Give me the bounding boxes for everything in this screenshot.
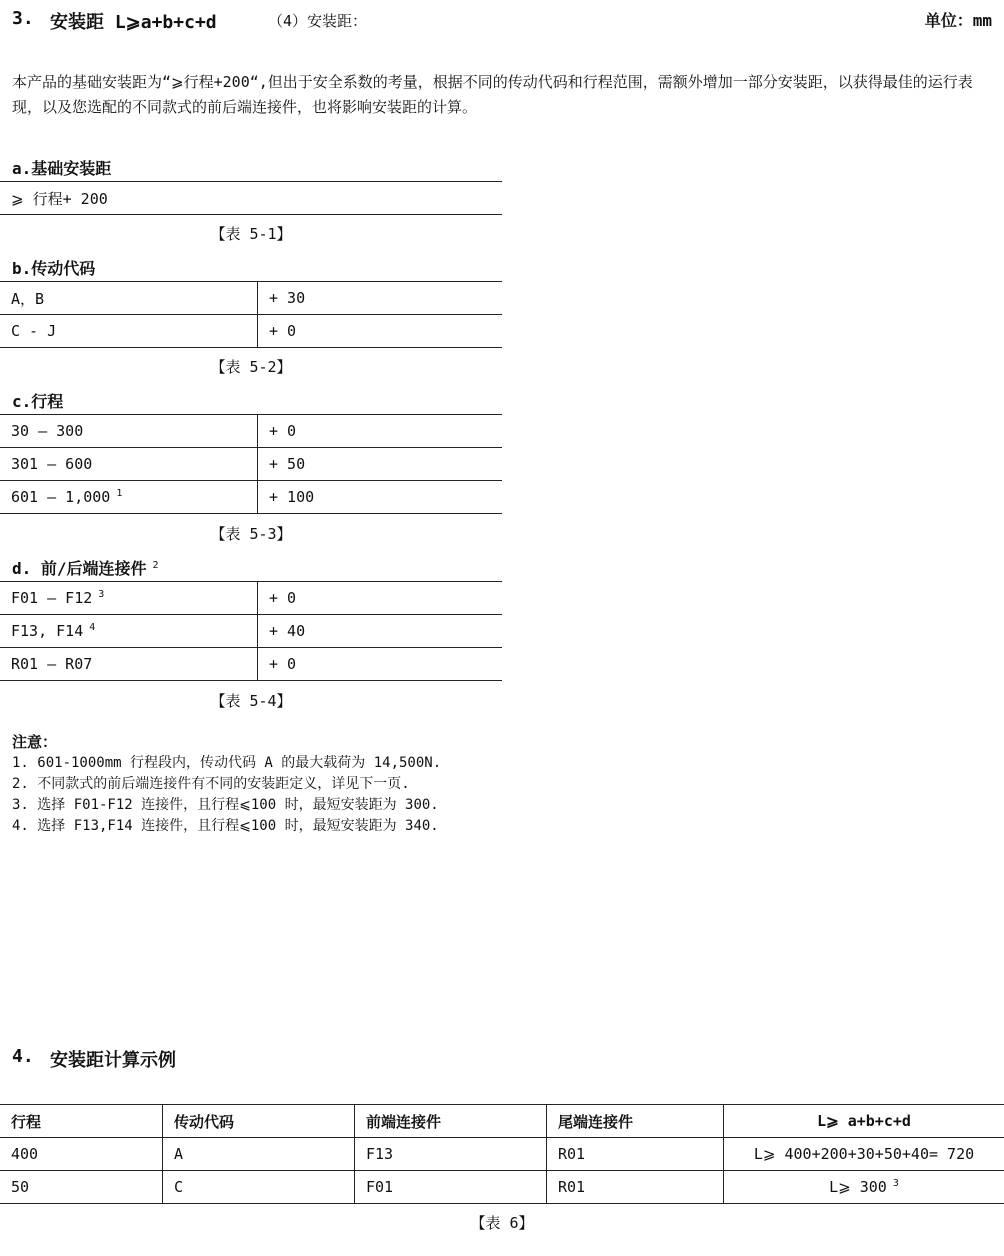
table-cell: R01	[547, 1171, 724, 1204]
cell-text: R01 – R07	[11, 655, 93, 673]
table-cell: F13	[355, 1138, 547, 1171]
cell-text: 301 – 600	[11, 455, 93, 473]
table-row	[0, 182, 502, 215]
table-5-4	[0, 581, 502, 681]
table-5-3	[0, 414, 502, 514]
table-row	[0, 415, 502, 448]
table-cell: + 100	[258, 481, 503, 514]
column-header: 行程	[0, 1105, 163, 1138]
table-cell: + 0	[258, 648, 503, 681]
footnote-marker: 3	[98, 589, 105, 600]
table-cell	[0, 415, 258, 448]
section-subtitle: （4）安装距：	[268, 12, 368, 30]
table-caption-6: 【表 6】	[470, 1214, 534, 1232]
table-cell: + 30	[258, 282, 503, 315]
table-cell	[0, 615, 258, 648]
table-row	[0, 481, 502, 514]
table-cell: ⩾ 行程+ 200	[0, 182, 502, 215]
table-row	[0, 282, 502, 315]
table-cell: R01	[547, 1138, 724, 1171]
table-row	[0, 448, 502, 481]
table-cell: C - J	[0, 315, 258, 348]
table-cell: + 0	[258, 315, 503, 348]
intro-paragraph: 本产品的基础安装距为“⩾行程+200“,但出于安全系数的考量，根据不同的传动代码和行程范围，需额外增加一部分安装距，以获得最佳的运行表现，以及您选配的不同款式的前后端连接件，也将影响安装距的计算。	[12, 73, 973, 116]
table-cell: F01	[355, 1171, 547, 1204]
table-caption-5-4: 【表 5-4】	[210, 692, 292, 710]
column-header: L⩾ a+b+c+d	[724, 1105, 1004, 1138]
table-cell	[0, 481, 258, 514]
section-d-label	[12, 556, 159, 579]
table-cell	[724, 1171, 1004, 1204]
table-cell	[0, 448, 258, 481]
table-row	[0, 1171, 1004, 1204]
table-cell	[0, 648, 258, 681]
section-d-label-text: d. 前/后端连接件	[12, 559, 147, 578]
section-b-label: b.传动代码	[12, 259, 96, 278]
note-item: 4. 选择 F13,F14 连接件，且行程⩽100 时，最短安装距为 340.	[12, 818, 439, 834]
notes-block	[12, 732, 441, 837]
footnote-marker: 4	[89, 622, 96, 633]
section-4-number: 4.	[12, 1046, 34, 1067]
table-row	[0, 648, 502, 681]
table-5-2	[0, 281, 502, 348]
table-5-1	[0, 181, 502, 215]
cell-text: 601 – 1,000	[11, 488, 111, 506]
cell-text: F01 – F12	[11, 589, 93, 607]
section-title: 安装距 L⩾a+b+c+d	[50, 12, 217, 33]
note-item: 1. 601-1000mm 行程段内，传动代码 A 的最大载荷为 14,500N.	[12, 755, 442, 771]
column-header: 尾端连接件	[547, 1105, 724, 1138]
note-item: 3. 选择 F01-F12 连接件，且行程⩽100 时，最短安装距为 300.	[12, 797, 439, 813]
table-caption-5-3: 【表 5-3】	[210, 525, 292, 543]
table-row	[0, 582, 502, 615]
unit-label: 单位：mm	[924, 11, 992, 30]
table-row	[0, 1138, 1004, 1171]
footnote-marker: 1	[116, 488, 123, 499]
column-header: 传动代码	[163, 1105, 355, 1138]
table-cell	[0, 582, 258, 615]
table-cell: A，B	[0, 282, 258, 315]
section-number: 3.	[12, 8, 34, 29]
table-cell: L⩾ 400+200+30+50+40= 720	[724, 1138, 1004, 1171]
table-cell: 50	[0, 1171, 163, 1204]
section-4-title: 安装距计算示例	[50, 1050, 176, 1071]
notes-title: 注意：	[12, 733, 58, 751]
example-table	[0, 1104, 1004, 1204]
table-row	[0, 615, 502, 648]
footnote-marker: 2	[152, 559, 159, 571]
table-caption-5-1: 【表 5-1】	[210, 225, 292, 243]
table-cell: C	[163, 1171, 355, 1204]
table-cell: + 50	[258, 448, 503, 481]
note-item: 2. 不同款式的前后端连接件有不同的安装距定义，详见下一页.	[12, 776, 410, 792]
table-row	[0, 315, 502, 348]
cell-text: L⩾ 300	[829, 1178, 887, 1196]
table-cell: + 0	[258, 415, 503, 448]
table-cell: A	[163, 1138, 355, 1171]
section-c-label: c.行程	[12, 392, 64, 411]
footnote-marker: 3	[892, 1178, 899, 1189]
section-a-label: a.基础安装距	[12, 159, 112, 178]
cell-text: 30 – 300	[11, 422, 84, 440]
table-cell: + 40	[258, 615, 503, 648]
table-caption-5-2: 【表 5-2】	[210, 358, 292, 376]
table-cell: + 0	[258, 582, 503, 615]
table-cell: 400	[0, 1138, 163, 1171]
cell-text: F13, F14	[11, 622, 84, 640]
table-header-row	[0, 1105, 1004, 1138]
column-header: 前端连接件	[355, 1105, 547, 1138]
